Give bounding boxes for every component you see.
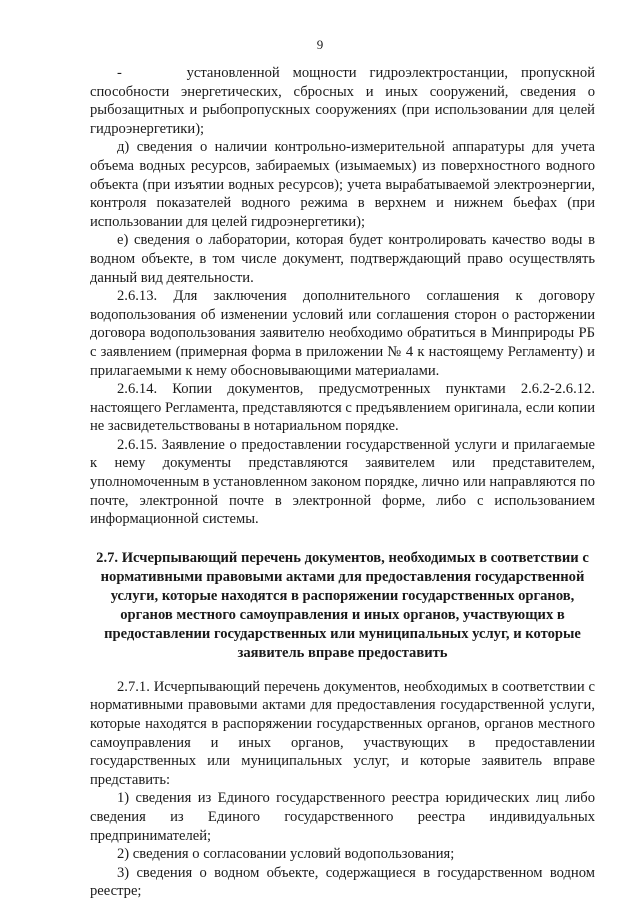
page-content bbox=[90, 64, 595, 901]
paragraph-hydro-capacity: - установленной мощности гидроэлектростанции, пропускной способности энергетических, сбросных и иных сооружений, сведения о рыбозащитных и рыбопропускных сооружениях (при использовании для целей гидроэнергетики); bbox=[90, 65, 595, 137]
paragraph-2-6-15: 2.6.15. Заявление о предоставлении государственной услуги и прилагаемые к нему документы представляются заявителем или представителем, уполномоченным в установленном законом порядке, лично или направляются по почте, электронной почте в электронной форме, либо с использованием информационной системы. bbox=[90, 436, 596, 528]
list-item-1: 1) сведения из Единого государственного реестра юридических лиц либо сведения из Единого государственного реестра индивидуальных предпринимателей; bbox=[90, 790, 595, 844]
paragraph-2-6-13: 2.6.13. Для заключения дополнительного соглашения к договору водопользования об изменении условий или соглашения сторон о расторжении договора водопользования заявителю необходимо обратиться в Минприроды РБ с заявлением (примерная форма в приложении № 4 к настоящему Регламенту) и прилагаемыми к нему обосновывающими материалами. bbox=[90, 288, 595, 379]
paragraph-laboratory: е) сведения о лаборатории, которая будет контролировать качество воды в водном объекте, в том числе документ, подтверждающий право осуществлять данный вид деятельности. bbox=[90, 232, 595, 286]
list-item-2: 2) сведения о согласовании условий водопользования; bbox=[117, 846, 455, 863]
paragraph-2-7-1: 2.7.1. Исчерпывающий перечень документов, необходимых в соответствии с нормативными правовыми актами для предоставления государственной услуги, которые находятся в распоряжении государственных органов, органов местного самоуправления и иных органов, участвующих в предоставлении государственных или муниципальных услуг, и которые заявитель вправе представить: bbox=[90, 678, 595, 788]
section-heading-2-7: 2.7. Исчерпывающий перечень документов, необходимых в соответствии с нормативными правовыми актами для предоставления государственной услуги, которые находятся в распоряжении государственных органов, органов местного самоуправления и иных органов, участвующих в предоставлении государственных или муниципальных услуг, и которые заявитель вправе предоставить bbox=[96, 549, 589, 661]
page-number: 9 bbox=[316, 37, 324, 52]
paragraph-measuring-equipment: д) сведения о наличии контрольно-измерительной аппаратуры для учета объема водных ресурсов, забираемых (изымаемых) из поверхностного водного объекта (при изъятии водных ресурсов); учета вырабатываемой электроэнергии, контроля показателей водного режима в верхнем и нижнем бьефах (при использовании для целей гидроэнергетики); bbox=[90, 139, 595, 230]
list-item-3: 3) сведения о водном объекте, содержащиеся в государственном водном реестре; bbox=[90, 864, 595, 900]
heading-spacer bbox=[90, 663, 595, 678]
paragraph-2-6-14: 2.6.14. Копии документов, предусмотренных пунктами 2.6.2-2.6.12. настоящего Регламента, представляются с предъявлением оригинала, если копии не засвидетельствованы в нотариальном порядке. bbox=[90, 381, 595, 435]
